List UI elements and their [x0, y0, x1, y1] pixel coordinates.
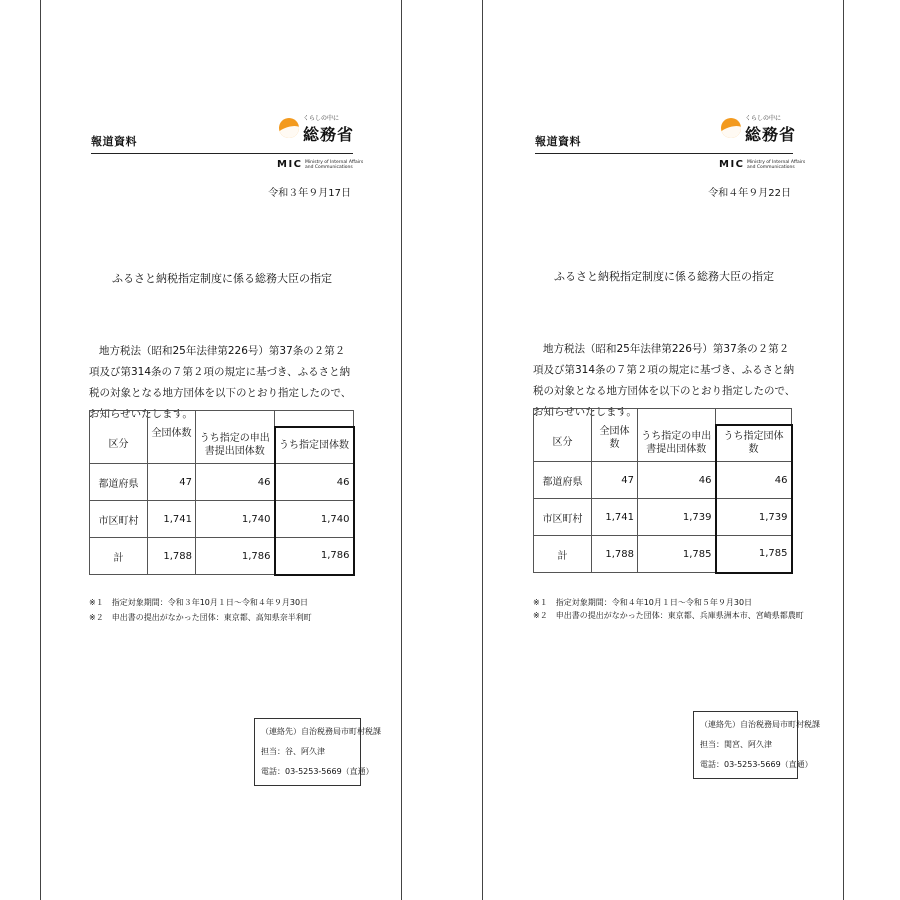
cell-designated: 1,786	[275, 538, 354, 575]
cell-total: 1,788	[148, 538, 196, 575]
cell-total: 47	[592, 462, 638, 499]
cell-applied: 1,786	[196, 538, 275, 575]
cell-designated: 46	[716, 462, 792, 499]
mic-logo-icon	[279, 118, 299, 138]
header-category: 区分	[90, 427, 148, 464]
contact-person: 担当：関宮、阿久津	[700, 740, 772, 749]
contact-phone: 電話：03-5253-5669（直通）	[261, 767, 374, 776]
cell-total: 1,788	[592, 536, 638, 573]
release-date: 令和３年９月17日	[268, 188, 351, 199]
body-paragraph: 地方税法（昭和25年法律第226号）第37条の２第２項及び第314条の７第２項の規定に基づき、ふるさと納税の対象となる地方団体を以下のとおり指定したので、お知らせいたします。	[89, 345, 352, 420]
cell-applied: 1,739	[638, 499, 716, 536]
logo-name: 総務省	[303, 125, 355, 144]
header-designated: うち指定団体数	[716, 425, 792, 462]
contact-dept: （連絡先）自治税務局市町村税課	[261, 727, 381, 736]
cell-designated: 1,740	[275, 501, 354, 538]
logo-tagline: くらしの中に	[303, 115, 340, 122]
table-row	[90, 501, 354, 538]
table-row	[534, 536, 792, 573]
footnote-2: ※２ 申出書の提出がなかった団体：東京都、兵庫県洲本市、宮崎県都農町	[533, 611, 804, 620]
document-title: ふるさと納税指定制度に係る総務大臣の指定	[112, 272, 332, 285]
cell-designated: 1,785	[716, 536, 792, 573]
cell-applied: 1,785	[638, 536, 716, 573]
header-designated: うち指定団体数	[275, 427, 354, 464]
press-release-label: 報道資料	[535, 135, 581, 148]
mic-logo-icon	[721, 118, 741, 138]
cell-total: 1,741	[592, 499, 638, 536]
contact-dept: （連絡先）自治税務局市町村税課	[700, 720, 820, 729]
mic-abbrev: MIC	[719, 159, 745, 170]
row-label: 計	[90, 538, 148, 575]
header-applied: うち指定の申出書提出団体数	[196, 427, 275, 464]
header-rule	[535, 153, 793, 154]
table-row	[534, 499, 792, 536]
logo-tagline: くらしの中に	[745, 115, 782, 122]
header-rule	[91, 153, 353, 154]
header-total: 全団体数	[148, 427, 196, 464]
document-page-2	[482, 0, 844, 900]
row-label: 市区町村	[90, 501, 148, 538]
designation-table	[89, 410, 355, 576]
cell-total: 1,741	[148, 501, 196, 538]
document-page-1	[40, 0, 402, 900]
cell-designated: 1,739	[716, 499, 792, 536]
table-row	[90, 464, 354, 501]
cell-applied: 1,740	[196, 501, 275, 538]
row-label: 計	[534, 536, 592, 573]
contact-box	[254, 718, 381, 786]
contact-phone: 電話：03-5253-5669（直通）	[700, 760, 813, 769]
row-label: 都道府県	[90, 464, 148, 501]
contact-person: 担当：谷、阿久津	[261, 747, 325, 756]
release-date: 令和４年９月22日	[708, 188, 791, 199]
footnote-2: ※２ 申出書の提出がなかった団体：東京都、高知県奈半利町	[89, 613, 312, 622]
row-label: 都道府県	[534, 462, 592, 499]
designation-table	[533, 408, 793, 574]
press-release-label: 報道資料	[91, 135, 137, 148]
footnote-1: ※１ 指定対象期間：令和３年10月１日～令和４年９月30日	[89, 598, 309, 607]
header-total: 全団体数	[592, 425, 638, 462]
body-paragraph: 地方税法（昭和25年法律第226号）第37条の２第２項及び第314条の７第２項の規定に基づき、ふるさと納税の対象となる地方団体を以下のとおり指定したので、お知らせいたします。	[533, 343, 796, 418]
mic-english-name: Ministry of Internal Affairs and Communications	[305, 160, 364, 170]
cell-total: 47	[148, 464, 196, 501]
table-row	[534, 462, 792, 499]
footnote-1: ※１ 指定対象期間：令和４年10月１日～令和５年９月30日	[533, 598, 753, 607]
contact-box	[693, 711, 820, 779]
row-label: 市区町村	[534, 499, 592, 536]
cell-applied: 46	[638, 462, 716, 499]
header-applied: うち指定の申出書提出団体数	[638, 425, 716, 462]
cell-applied: 46	[196, 464, 275, 501]
mic-english-name: Ministry of Internal Affairs and Communications	[747, 160, 806, 170]
cell-designated: 46	[275, 464, 354, 501]
table-row	[90, 538, 354, 575]
document-title: ふるさと納税指定制度に係る総務大臣の指定	[554, 270, 774, 283]
header-category: 区分	[534, 425, 592, 462]
mic-abbrev: MIC	[277, 159, 303, 170]
logo-name: 総務省	[745, 125, 797, 144]
